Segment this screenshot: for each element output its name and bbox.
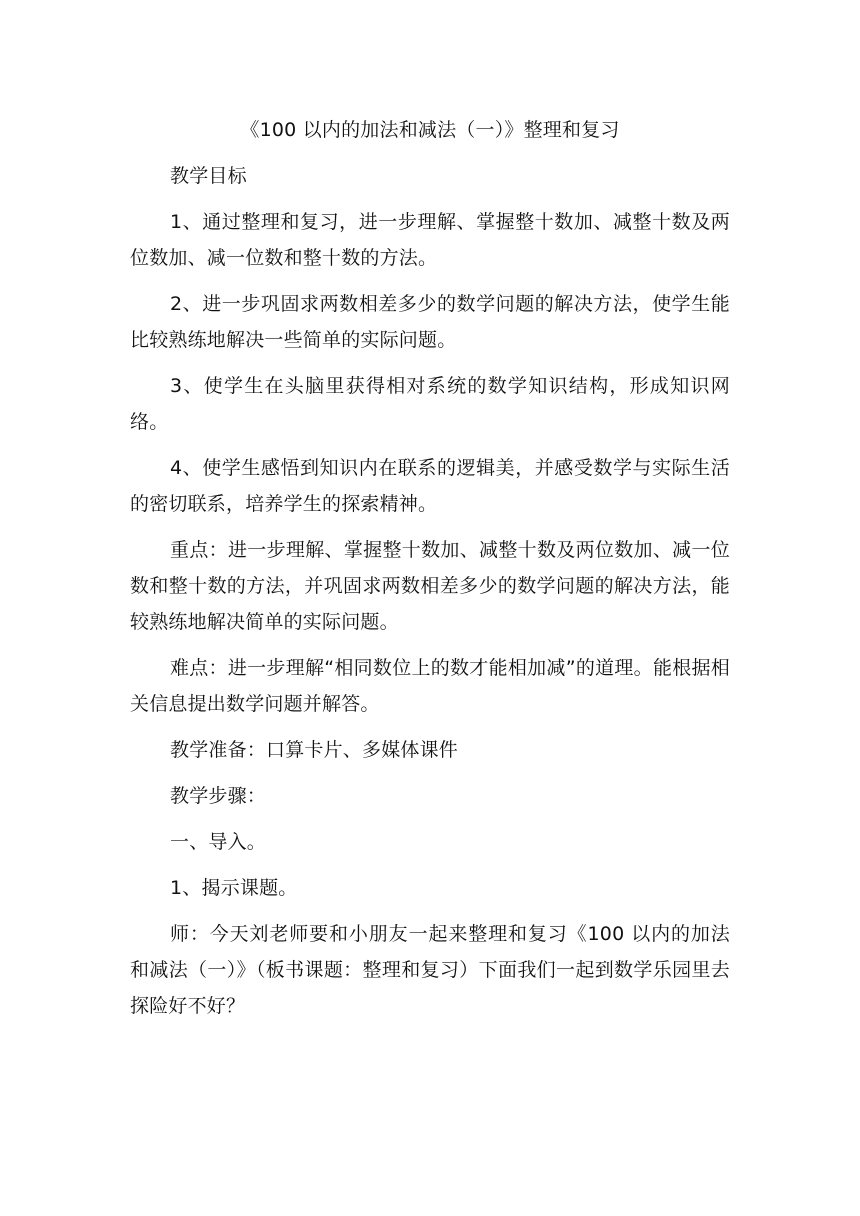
paragraph-steps-heading: 教学步骤：	[170, 785, 267, 807]
paragraph-teacher-speech: 师：今天刘老师要和小朋友一起来整理和复习《100 以内的加法和减法（一）》（板书课题：整理和复习）下面我们一起到数学乐园里去探险好不好？	[130, 923, 730, 1017]
paragraph-goal-1: 1、通过整理和复习，进一步理解、掌握整十数加、减整十数及两位数加、减一位数和整十数的方法。	[130, 211, 730, 269]
paragraph-section-intro: 一、导入。	[170, 831, 267, 853]
paragraph-goal-2: 2、进一步巩固求两数相差多少的数学问题的解决方法，使学生能比较熟练地解决一些简单的实际问题。	[130, 293, 730, 351]
document-title: 《100 以内的加法和减法（一）》整理和复习	[240, 119, 620, 141]
paragraph-goal-4: 4、使学生感悟到知识内在联系的逻辑美，并感受数学与实际生活的密切联系，培养学生的探索精神。	[130, 457, 730, 515]
paragraph-difficulties: 难点：进一步理解“相同数位上的数才能相加减”的道理。能根据相关信息提出数学问题并解答。	[130, 657, 730, 715]
paragraph-reveal-topic: 1、揭示课题。	[170, 877, 298, 899]
paragraph-teaching-goals-heading: 教学目标	[170, 165, 247, 187]
paragraph-key-points: 重点：进一步理解、掌握整十数加、减整十数及两位数加、减一位数和整十数的方法，并巩固求两数相差多少的数学问题的解决方法，能较熟练地解决简单的实际问题。	[130, 539, 730, 633]
paragraph-preparation: 教学准备：口算卡片、多媒体课件	[170, 739, 459, 761]
document-body	[130, 112, 730, 1034]
paragraph-goal-3: 3、使学生在头脑里获得相对系统的数学知识结构，形成知识网络。	[130, 375, 730, 433]
